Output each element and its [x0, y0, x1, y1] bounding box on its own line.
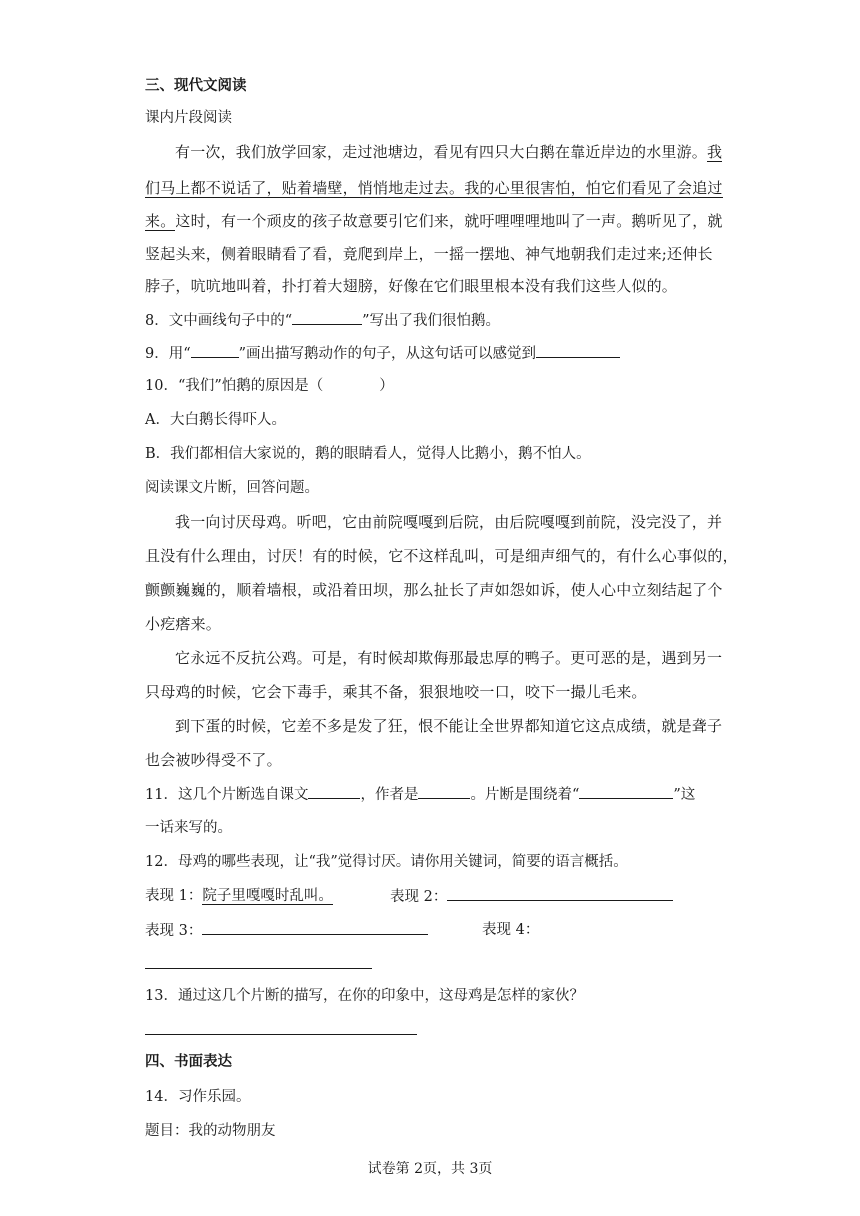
passage-2-line: 它永远不反抗公鸡。可是，有时候却欺侮那最忠厚的鸭子。更可恶的是，遇到另一 — [175, 649, 723, 667]
question-10: 10．“我们”怕鹅的原因是（ ） — [145, 378, 394, 394]
answer-blank[interactable] — [418, 784, 470, 799]
passage-2-line: 小疙瘩来。 — [145, 615, 222, 633]
answer-line[interactable] — [145, 968, 372, 969]
passage-2-line: 也会被吵得受不了。 — [145, 751, 282, 769]
passage-1-line: 有一次，我们放学回家，走过池塘边，看见有四只大白鹅在靠近岸边的水里游。我 — [175, 143, 723, 161]
page-footer: 试卷第 2页，共 3页 — [367, 1161, 493, 1177]
passage-1-line — [145, 178, 723, 198]
question-14-topic: 题目：我的动物朋友 — [145, 1123, 276, 1139]
sample-answer: 院子里嘎嘎时乱叫。 — [202, 888, 333, 904]
question-11-line-2: 一话来写的。 — [145, 820, 232, 836]
answer-blank[interactable] — [191, 343, 239, 358]
reading-2-intro: 阅读课文片断，回答问题。 — [145, 480, 319, 496]
answer-line[interactable] — [145, 1034, 417, 1035]
underlined-sentence: 们马上都不说话了，贴着墙壁，悄悄地走过去。我的心里很害怕，怕它们看见了会追过 — [145, 179, 723, 197]
passage-2-line: 颤颤巍巍的，顺着墙根，或沿着田坝，那么扯长了声如怨如诉，使人心中立刻结起了个 — [145, 581, 723, 599]
section-4-title: 四、书面表达 — [145, 1054, 232, 1070]
passage-2-line: 到下蛋的时候，它差不多是发了狂，恨不能让全世界都知道它这点成绩，就是聋子 — [175, 717, 723, 735]
passage-1-line: 脖子，吭吭地叫着，扑打着大翅膀，好像在它们眼里根本没有我们这些人似的。 — [145, 277, 678, 295]
answer-blank[interactable] — [202, 920, 428, 935]
passage-1-line: 竖起头来，侧着眼睛看了看，竟爬到岸上，一摇一摆地、神气地朝我们走过来;还伸长 — [145, 245, 713, 263]
question-12-row-1: 表现 1：院子里嘎嘎时乱叫。 — [145, 888, 333, 904]
question-12-row-2b: 表现 4： — [482, 922, 540, 938]
passage-2-line: 我一向讨厌母鸡。听吧，它由前院嘎嘎到后院，由后院嘎嘎到前院，没完没了，并 — [175, 513, 723, 531]
underlined-sentence: 来。 — [145, 212, 176, 230]
option-b: B．我们都相信大家说的，鹅的眼睛看人，觉得人比鹅小，鹅不怕人。 — [145, 446, 591, 462]
question-11: 11．这几个片断选自课文 ，作者是 。片断是围绕着“ ”这 — [145, 784, 715, 805]
question-12: 12．母鸡的哪些表现，让“我”觉得讨厌。请你用关键词，简要的语言概括。 — [145, 854, 628, 870]
underlined-sentence: 我 — [707, 143, 723, 161]
question-8: 8．文中画线句子中的“ ”写出了我们很怕鹅。 — [145, 310, 715, 331]
section-3-title: 三、现代文阅读 — [145, 78, 247, 94]
passage-2-line: 只母鸡的时候，它会下毒手，乘其不备，狠狠地咬一口，咬下一撮儿毛来。 — [145, 683, 647, 701]
option-a: A．大白鹅长得吓人。 — [145, 412, 286, 428]
answer-blank[interactable] — [536, 343, 620, 358]
question-12-row-1b: 表现 2： — [390, 886, 690, 907]
section-3-subtitle: 课内片段阅读 — [145, 110, 232, 126]
answer-blank[interactable] — [579, 784, 673, 799]
passage-2-line: 且没有什么理由，讨厌！有的时候，它不这样乱叫，可是细声细气的，有什么心事似的， — [145, 547, 738, 565]
question-13: 13．通过这几个片断的描写，在你的印象中，这母鸡是怎样的家伙？ — [145, 988, 584, 1004]
answer-blank[interactable] — [447, 886, 673, 901]
passage-1-line: 来。这时，有一个顽皮的孩子故意要引它们来，就吁哩哩哩地叫了一声。鹅听见了，就 — [145, 212, 723, 230]
answer-blank[interactable] — [308, 784, 360, 799]
question-9: 9．用“ ”画出描写鹅动作的句子，从这句话可以感觉到 — [145, 343, 715, 364]
question-14: 14．习作乐园。 — [145, 1089, 251, 1105]
question-12-row-2: 表现 3： — [145, 920, 715, 941]
answer-blank[interactable] — [292, 310, 362, 325]
